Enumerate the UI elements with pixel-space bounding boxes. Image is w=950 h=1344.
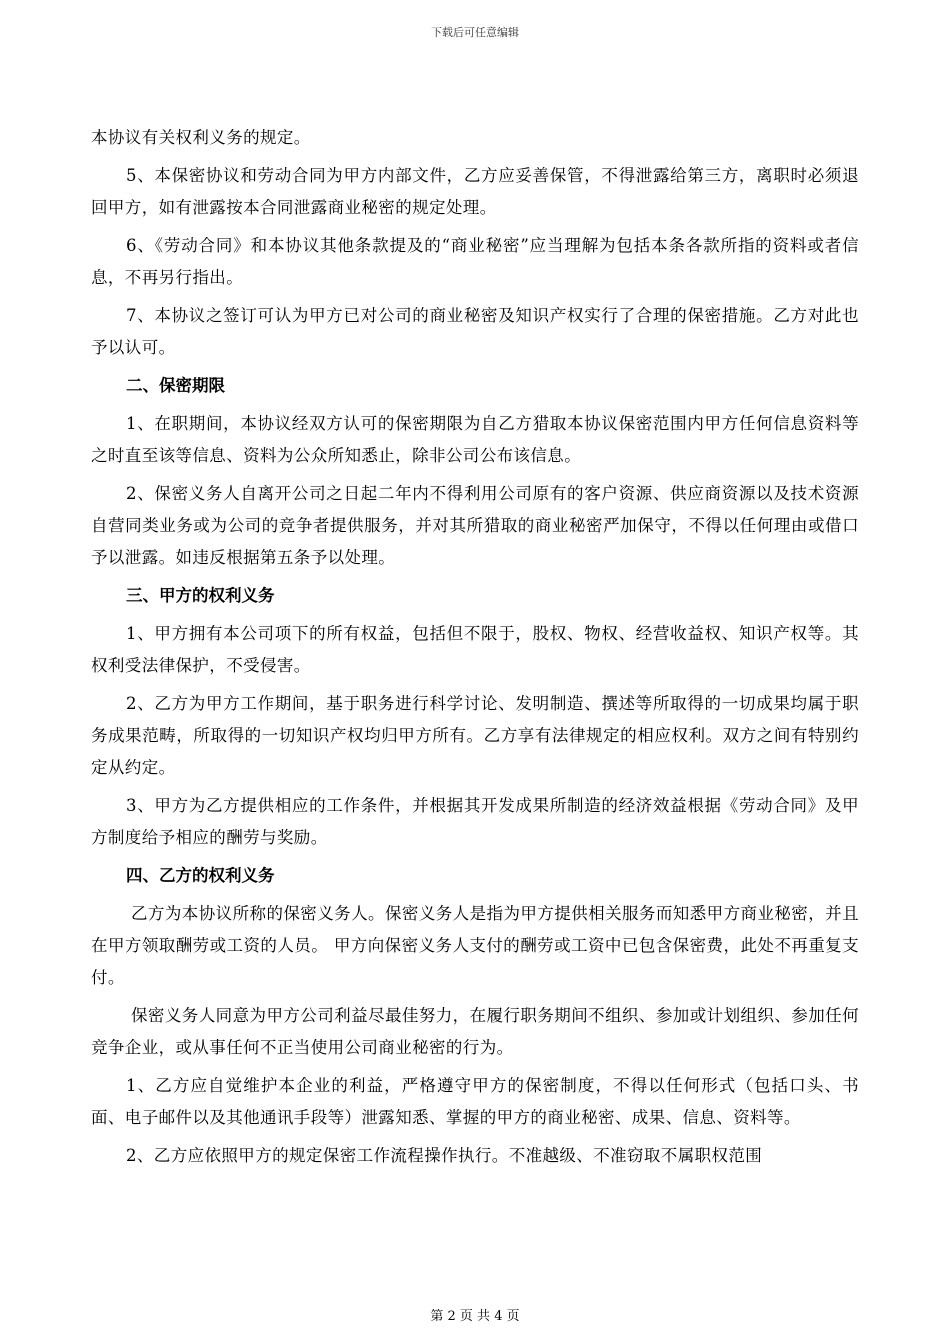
paragraph: 3、甲方为乙方提供相应的工作条件，并根据其开发成果所制造的经济效益根据《劳动合同》及甲方制度给予相应的酬劳与奖励。 — [91, 796, 859, 847]
paragraph: 保密义务人同意为甲方公司利益尽最佳努力，在履行职务期间不组织、参加或计划组织、参加任何竞争企业，或从事任何不正当使用公司商业秘密的行为。 — [91, 1006, 859, 1057]
paragraph: 6、《劳动合同》和本协议其他条款提及的“商业秘密”应当理解为包括本条各款所指的资料或者信息，不再另行指出。 — [91, 236, 859, 287]
paragraph: 2、保密义务人自离开公司之日起二年内不得利用公司原有的客户资源、供应商资源以及技术资源自营同类业务或为公司的竞争者提供服务，并对其所猎取的商业秘密严加保守，不得以任何理由或借口予以泄露。如违反根据第五条予以处理。 — [91, 484, 859, 567]
section-heading: 二、保密期限 — [126, 376, 225, 395]
page-footer: 第 2 页 共 4 页 — [430, 1309, 520, 1324]
paragraph: 2、乙方应依照甲方的规定保密工作流程操作执行。不准越级、不准窃取不属职权范围 — [126, 1146, 763, 1165]
section-heading: 四、乙方的权利义务 — [126, 866, 275, 885]
paragraph: 5、本保密协议和劳动合同为甲方内部文件，乙方应妥善保管，不得泄露给第三方，离职时必须退回甲方，如有泄露按本合同泄露商业秘密的规定处理。 — [91, 166, 859, 217]
paragraph: 1、在职期间，本协议经双方认可的保密期限为自乙方猎取本协议保密范围内甲方任何信息资料等之时直至该等信息、资料为公众所知悉止，除非公司公布该信息。 — [91, 414, 859, 465]
paragraph: 乙方为本协议所称的保密义务人。保密义务人是指为甲方提供相关服务而知悉甲方商业秘密，并且在甲方领取酬劳或工资的人员。 甲方向保密义务人支付的酬劳或工资中已包含保密费，此处不再重复支付。 — [91, 904, 859, 987]
section-heading: 三、甲方的权利义务 — [126, 586, 275, 605]
paragraph: 1、乙方应自觉维护本企业的利益，严格遵守甲方的保密制度，不得以任何形式（包括口头、书面、电子邮件以及其他通讯手段等）泄露知悉、掌握的甲方的商业秘密、成果、信息、资料等。 — [91, 1076, 859, 1127]
paragraph: 本协议有关权利义务的规定。 — [91, 128, 311, 147]
page-header: 下载后可任意编辑 — [431, 26, 519, 39]
paragraph: 1、甲方拥有本公司项下的所有权益，包括但不限于，股权、物权、经营收益权、知识产权等。其权利受法律保护，不受侵害。 — [91, 624, 859, 675]
paragraph: 2、乙方为甲方工作期间，基于职务进行科学讨论、发明制造、撰述等所取得的一切成果均属于职务成果范畴，所取得的一切知识产权均归甲方所有。乙方享有法律规定的相应权利。双方之间有特别约定从约定。 — [91, 694, 859, 777]
paragraph: 7、本协议之签订可认为甲方已对公司的商业秘密及知识产权实行了合理的保密措施。乙方对此也予以认可。 — [91, 306, 859, 357]
document-body — [91, 122, 859, 1178]
